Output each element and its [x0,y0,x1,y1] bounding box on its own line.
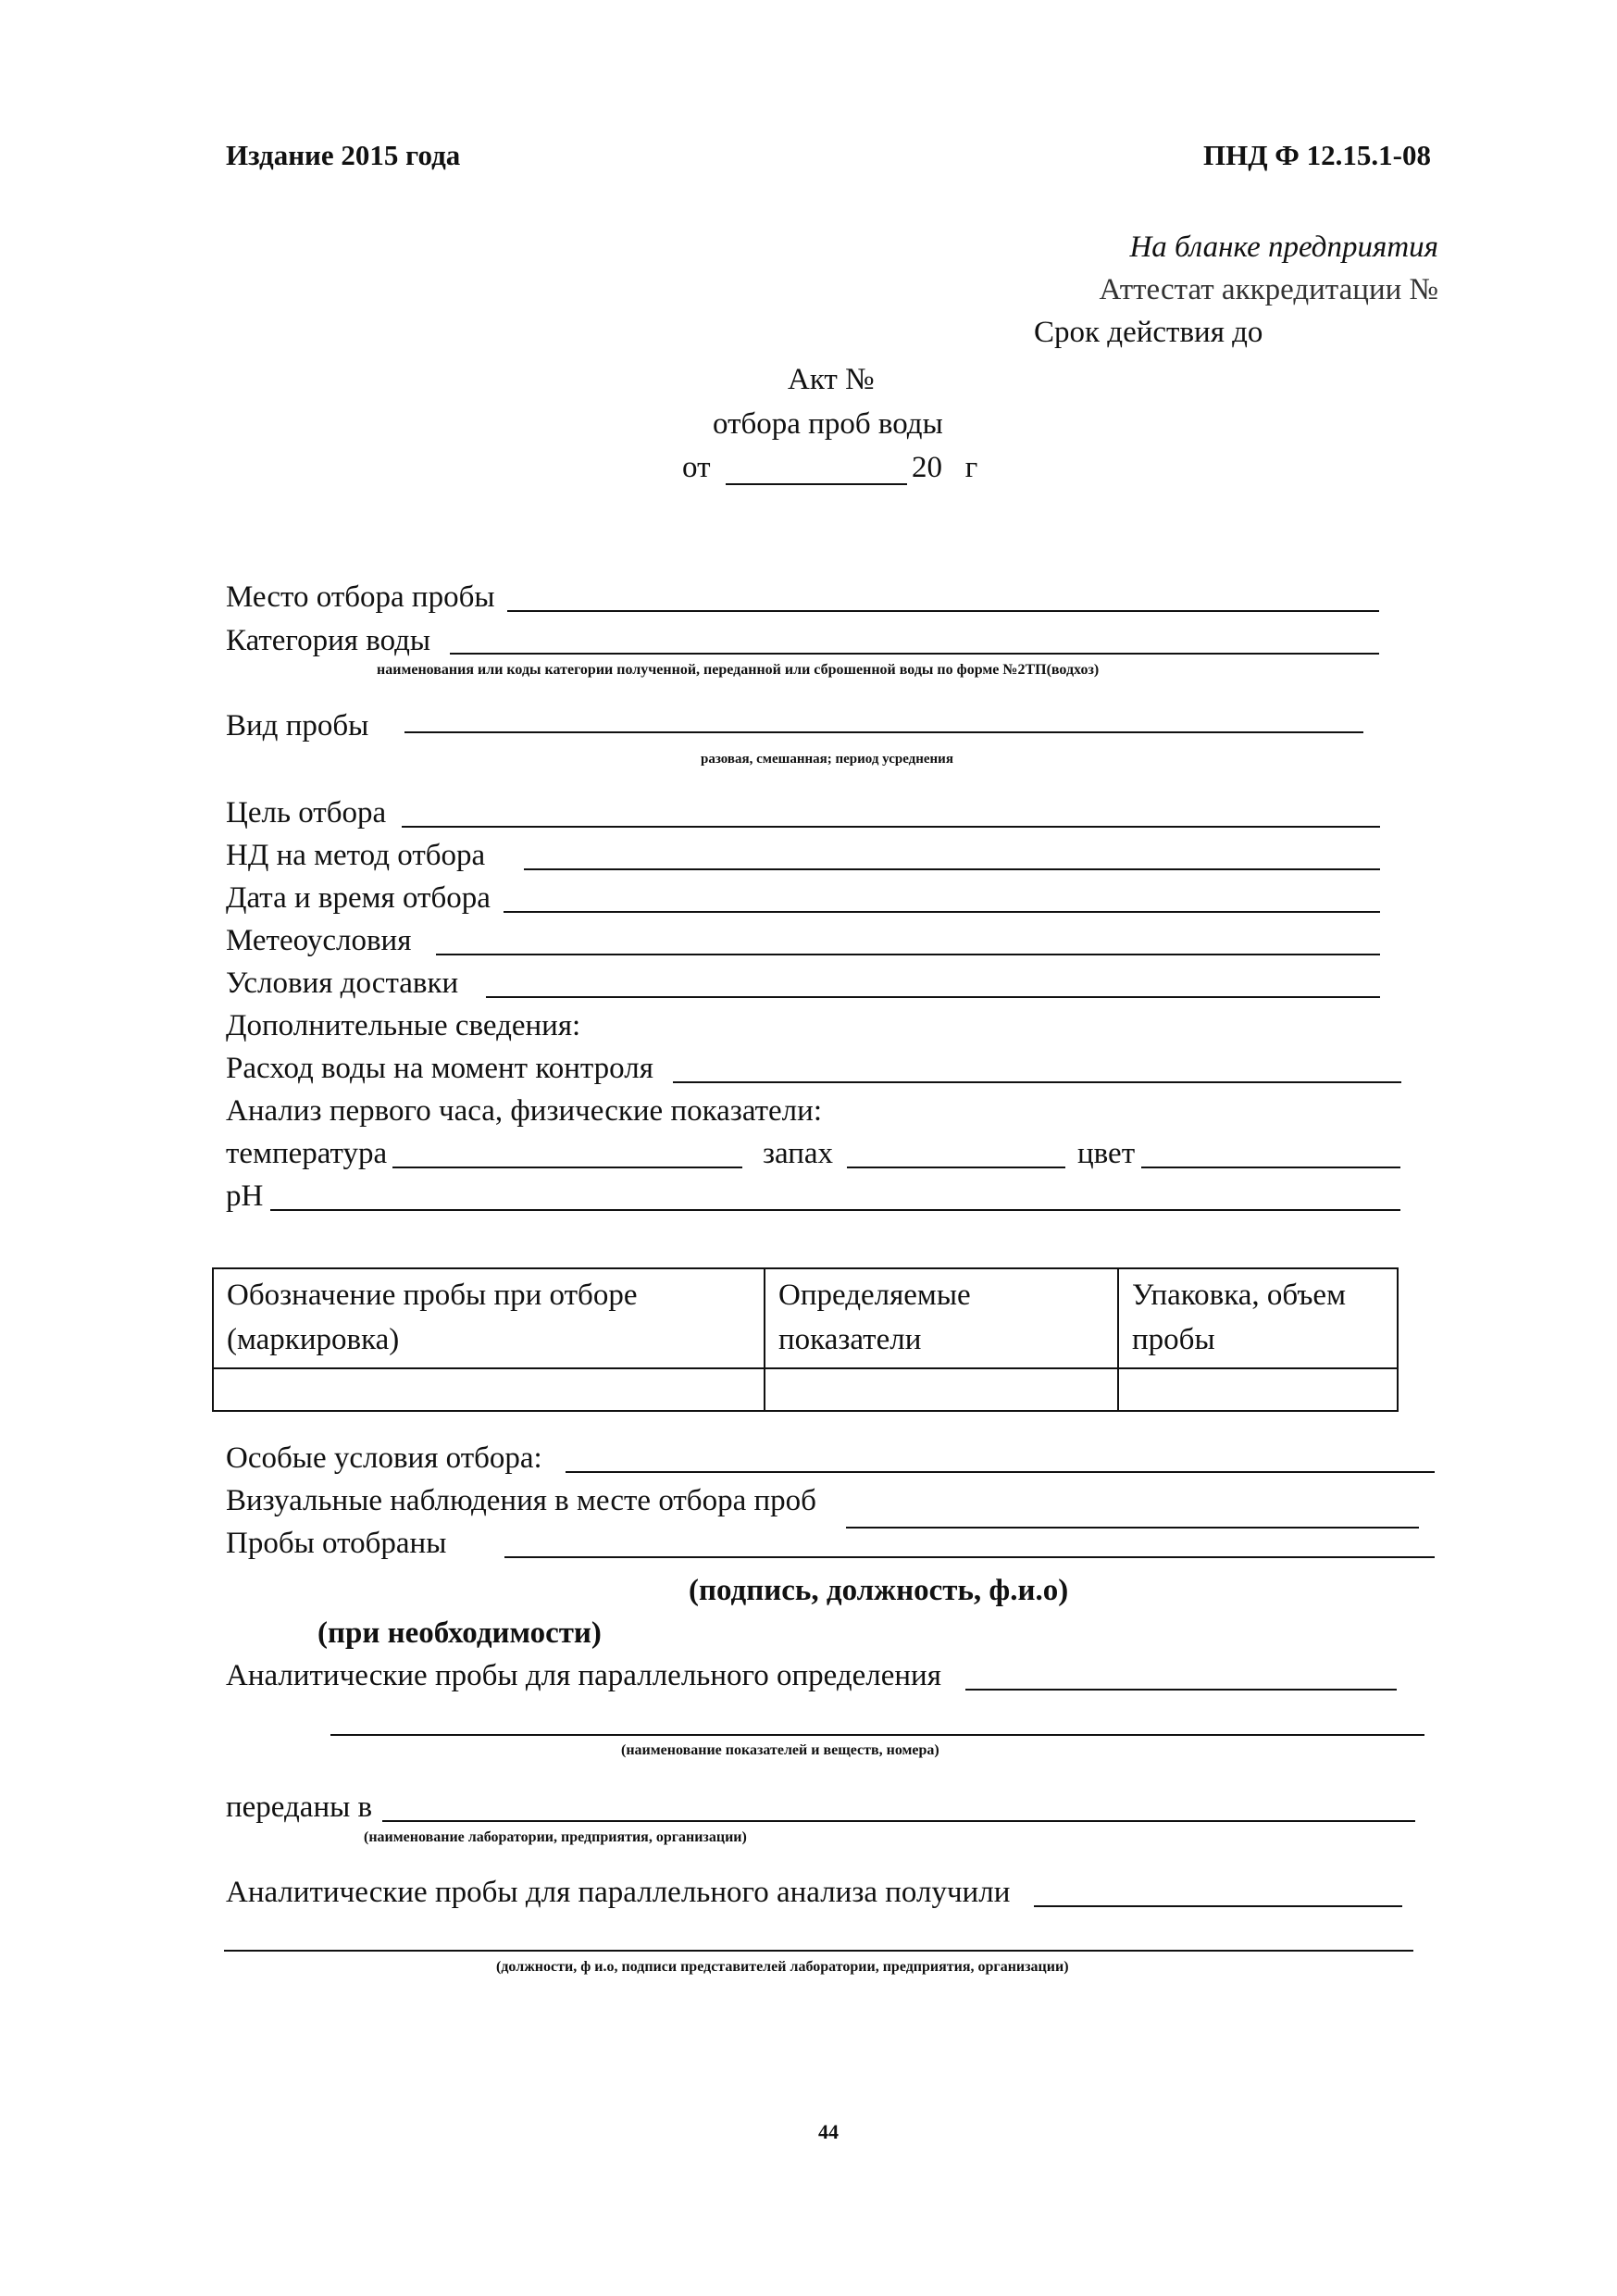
field-purpose-label: Цель отбора [226,796,387,830]
field-smell-line[interactable] [847,1167,1065,1168]
field-datetime-label: Дата и время отбора [226,881,491,915]
parallel-determination-line[interactable] [965,1689,1397,1691]
parallel-received-label: Аналитические пробы для параллельного анализа получили [226,1876,1011,1909]
samples-table [212,1267,1399,1412]
date-blank-line[interactable] [726,483,907,485]
field-category-label: Категория воды [226,624,431,657]
table-header-cell: Упаковка, объем пробы [1118,1268,1398,1368]
parallel-determination-label: Аналитические пробы для параллельного определения [226,1659,941,1692]
field-flow-line[interactable] [673,1081,1401,1083]
field-temperature-line[interactable] [392,1167,742,1168]
field-smell-label: запах [763,1137,834,1170]
table-row [213,1368,1398,1411]
field-weather-label: Метеоусловия [226,924,412,957]
edition-label: Издание 2015 года [226,139,461,171]
field-delivery-line[interactable] [486,996,1380,998]
field-nd-method-line[interactable] [524,868,1380,870]
accreditation-label: Аттестат аккредитации № [1099,273,1438,306]
doc-code: ПНД Ф 12.15.1-08 [1202,139,1431,171]
page-number: 44 [818,2120,839,2143]
parallel-received-line[interactable] [1034,1905,1402,1907]
letterhead-note: На бланке предприятия [1129,231,1438,264]
transferred-line[interactable] [382,1820,1415,1822]
field-sample-type-label: Вид пробы [226,709,369,742]
field-color-label: цвет [1077,1137,1136,1170]
samples-taken-line[interactable] [504,1556,1435,1558]
representatives-hint: (должности, ф и.о, подписи представителей лаборатории, предприятия, организации) [496,1959,1069,1975]
field-delivery-label: Условия доставки [226,967,459,1000]
act-subtitle: отбора проб воды [713,407,943,441]
field-nd-method-label: НД на метод отбора [226,839,486,872]
special-conditions-label: Особые условия отбора: [226,1441,542,1475]
field-place-line[interactable] [507,610,1379,612]
field-purpose-line[interactable] [402,826,1380,828]
field-additional-label: Дополнительные сведения: [226,1009,581,1042]
lab-hint: (наименование лаборатории, предприятия, организации) [364,1829,747,1845]
table-cell[interactable] [213,1368,765,1411]
field-category-hint: наименования или коды категории полученной, переданной или сброшенной воды по форме №2ТП(водхоз) [377,662,1100,678]
field-sample-type-line[interactable] [404,731,1363,733]
field-first-hour-label: Анализ первого часа, физические показатели: [226,1094,822,1128]
table-header-cell: Обозначение пробы при отборе (маркировка) [213,1268,765,1368]
date-prefix: от [682,451,711,484]
signature-hint: (подпись, должность, ф.и.о) [689,1574,1069,1607]
transferred-label: переданы в [226,1791,373,1824]
field-datetime-line[interactable] [504,911,1380,913]
field-sample-type-hint: разовая, смешанная; период усреднения [701,752,953,767]
field-weather-line[interactable] [436,954,1380,955]
date-suffix: 20 г [912,451,978,484]
act-number-label: Акт № [788,363,875,396]
field-flow-label: Расход воды на момент контроля [226,1052,653,1085]
visual-observations-label: Визуальные наблюдения в месте отбора проб [226,1484,816,1517]
field-ph-label: pH [226,1179,264,1213]
if-needed-note: (при необходимости) [317,1616,602,1650]
field-category-line[interactable] [450,653,1379,655]
indicators-hint: (наименование показателей и веществ, номера) [621,1742,939,1758]
valid-until-label: Срок действия до [1034,316,1263,349]
special-conditions-line[interactable] [566,1471,1435,1473]
table-header-cell: Определяемые показатели [765,1268,1118,1368]
table-header-row [213,1268,1398,1368]
field-color-line[interactable] [1141,1167,1400,1168]
field-ph-line[interactable] [270,1209,1400,1211]
parallel-determination-line-2[interactable] [330,1734,1424,1736]
parallel-received-line-2[interactable] [224,1950,1413,1952]
field-place-label: Место отбора пробы [226,580,495,614]
visual-observations-line[interactable] [846,1527,1419,1529]
table-cell[interactable] [765,1368,1118,1411]
field-temperature-label: температура [226,1137,388,1170]
table-cell[interactable] [1118,1368,1398,1411]
samples-taken-label: Пробы отобраны [226,1527,447,1560]
